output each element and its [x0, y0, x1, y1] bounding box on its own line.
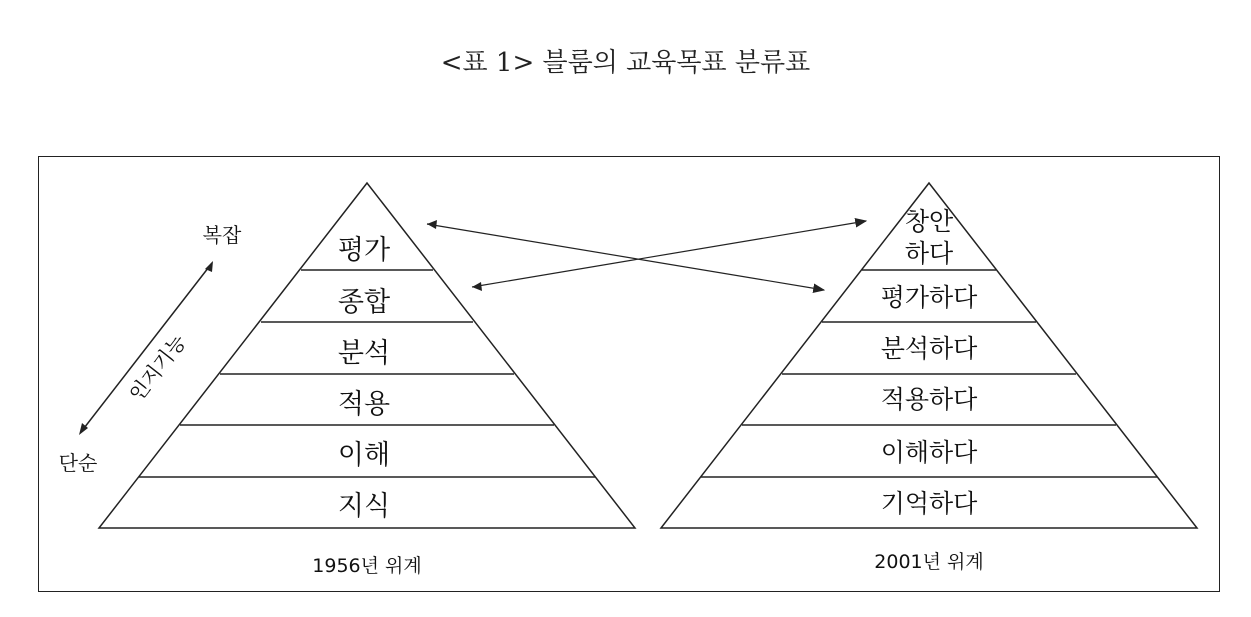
right-level-remember: 기억하다 — [880, 489, 978, 518]
right-pyramid-caption: 2001년 위계 — [874, 551, 984, 573]
right-level-evaluate: 평가하다 — [880, 283, 978, 312]
right-level-analyze: 분석하다 — [880, 334, 978, 363]
left-level-analysis: 분석 — [337, 338, 391, 369]
left-pyramid-caption: 1956년 위계 — [312, 555, 422, 577]
diagram-title: <표 1> 블룸의 교육목표 분류표 — [440, 48, 811, 78]
right-level-understand: 이해하다 — [880, 438, 978, 467]
left-level-comprehension: 이해 — [337, 440, 391, 471]
right-level-create-line1: 창안 — [904, 207, 954, 236]
arrow-evaluation-to-evaluate — [427, 224, 824, 290]
arrow-head-left-top — [427, 220, 437, 229]
axis-label-cognitive-function: 인지기능 — [124, 329, 191, 406]
left-level-application: 적용 — [337, 389, 391, 420]
mapping-arrows — [427, 220, 866, 291]
axis-label-simple: 단순 — [58, 451, 98, 475]
right-level-create-line2: 하다 — [904, 239, 954, 268]
right-level-apply: 적용하다 — [880, 385, 978, 414]
left-pyramid — [99, 183, 635, 577]
cognitive-axis — [59, 223, 242, 475]
left-level-synthesis: 종합 — [337, 287, 391, 318]
left-level-knowledge: 지식 — [337, 491, 391, 522]
axis-label-complex: 복잡 — [202, 223, 242, 247]
arrow-head-left-bottom — [472, 282, 482, 291]
arrow-synthesis-to-create — [472, 221, 866, 287]
left-level-evaluation: 평가 — [337, 235, 391, 266]
